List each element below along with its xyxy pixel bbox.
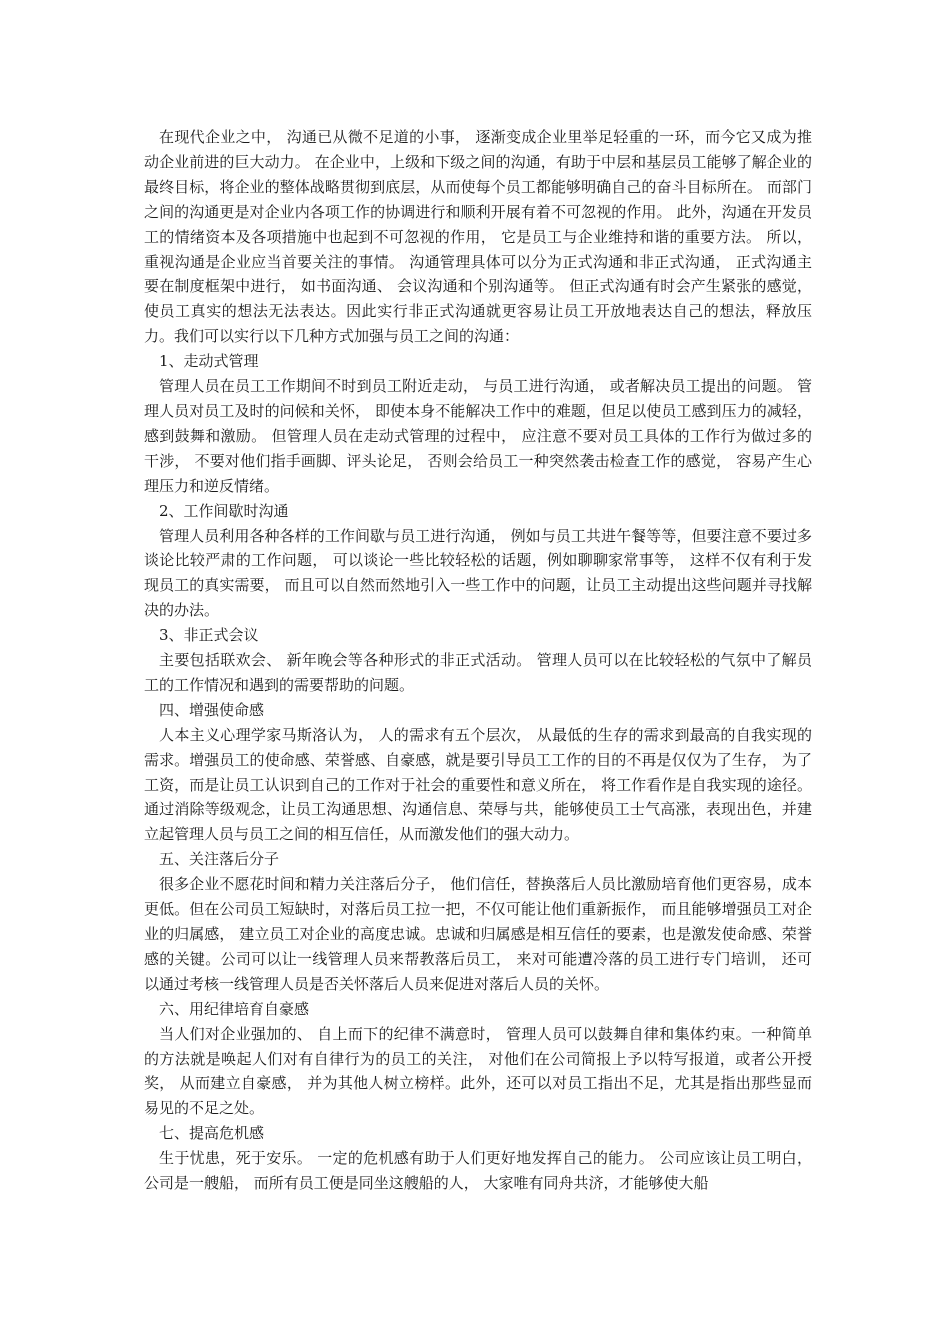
- section-heading-walking-management: 1、走动式管理: [159, 352, 259, 371]
- paragraph-walking-management: 管理人员在员工工作期间不时到员工附近走动， 与员工进行沟通， 或者解决员工提出的问题。 管理人员对员工及时的问候和关怀， 即使本身不能解决工作中的难题，但足以使员工感到压力的减轻， 感到鼓舞和激励。 但管理人员在走动式管理的过程中， 应注意不要对员工具体的工作行为做过多的干涉， 不要对他们指手画脚、评头论足， 否则会给员工一种突然袭击检查工作的感觉， 容易产生心理压力和逆反情绪。: [144, 377, 812, 495]
- document-body: [144, 125, 812, 1196]
- section-heading-discipline: 六、用纪律培育自豪感: [159, 999, 310, 1018]
- section-heading-laggards: 五、关注落后分子: [159, 850, 280, 869]
- section-heading-informal-meeting: 3、非正式会议: [159, 626, 259, 645]
- paragraph-break-communication: 管理人员利用各种各样的工作间歇与员工进行沟通， 例如与员工共进午餐等等，但要注意不要过多谈论比较严肃的工作问题， 可以谈论一些比较轻松的话题，例如聊聊家常事等， 这样不仅有利于发现员工的真实需要， 而且可以自然而然地引入一些工作中的问题，让员工主动提出这些问题并寻找解决的办法。: [144, 526, 812, 620]
- paragraph-mission: 人本主义心理学家马斯洛认为， 人的需求有五个层次， 从最低的生存的需求到最高的自我实现的需求。增强员工的使命感、荣誉感、自豪感，就是要引导员工工作的目的不再是仅仅为了生存， 为了工资，而是让员工认识到自己的工作对于社会的重要性和意义所在， 将工作看作是自我实现的途径。 通过消除等级观念，让员工沟通思想、沟通信息、荣辱与共，能够使员工士气高涨，表现出色，并建立起管理人员与员工之间的相互信任，从而激发他们的强大动力。: [144, 725, 812, 844]
- paragraph-informal-meeting: 主要包括联欢会、 新年晚会等各种形式的非正式活动。 管理人员可以在比较轻松的气氛中了解员工的工作情况和遇到的需要帮助的问题。: [144, 651, 812, 694]
- intro-paragraph: 在现代企业之中， 沟通已从微不足道的小事， 逐渐变成企业里举足轻重的一环，而今它又成为推动企业前进的巨大动力。 在企业中，上级和下级之间的沟通，有助于中层和基层员工能够了解企业的最终目标，将企业的整体战略贯彻到底层，从而使每个员工都能够明确自己的奋斗目标所在。 而部门之间的沟通更是对企业内各项工作的协调进行和顺利开展有着不可忽视的作用。 此外，沟通在开发员工的情绪资本及各项措施中也起到不可忽视的作用， 它是员工与企业维持和谐的重要方法。 所以，重视沟通是企业应当首要关注的事情。 沟通管理具体可以分为正式沟通和非正式沟通， 正式沟通主要在制度框架中进行， 如书面沟通、 会议沟通和个别沟通等。 但正式沟通有时会产生紧张的感觉， 使员工真实的想法无法表达。因此实行非正式沟通就更容易让员工开放地表达自己的想法，释放压力。我们可以实行以下几种方式加强与员工之间的沟通：: [144, 128, 812, 346]
- section-heading-mission: 四、增强使命感: [159, 700, 265, 719]
- paragraph-discipline: 当人们对企业强加的、 自上而下的纪律不满意时， 管理人员可以鼓舞自律和集体约束。一种简单的方法就是唤起人们对有自律行为的员工的关注， 对他们在公司简报上予以特写报道，或者公开授奖， 从而建立自豪感， 并为其他人树立榜样。此外，还可以对员工指出不足，尤其是指出那些显而易见的不足之处。: [144, 1024, 812, 1118]
- section-heading-crisis: 七、提高危机感: [159, 1124, 265, 1143]
- paragraph-crisis: 生于忧患，死于安乐。 一定的危机感有助于人们更好地发挥自己的能力。 公司应该让员工明白， 公司是一艘船， 而所有员工便是同坐这艘船的人， 大家唯有同舟共济，才能够使大船: [144, 1149, 812, 1193]
- paragraph-laggards: 很多企业不愿花时间和精力关注落后分子， 他们信任，替换落后人员比激励培育他们更容易，成本更低。但在公司员工短缺时，对落后员工拉一把，不仅可能让他们重新振作， 而且能够增强员工对企业的归属感， 建立员工对企业的高度忠诚。忠诚和归属感是相互信任的要素，也是激发使命感、荣誉感的关键。公司可以让一线管理人员来帮教落后员工， 来对可能遭冷落的员工进行专门培训， 还可以通过考核一线管理人员是否关怀落后人员来促进对落后人员的关怀。: [144, 875, 812, 993]
- section-heading-break-communication: 2、工作间歇时沟通: [159, 501, 289, 520]
